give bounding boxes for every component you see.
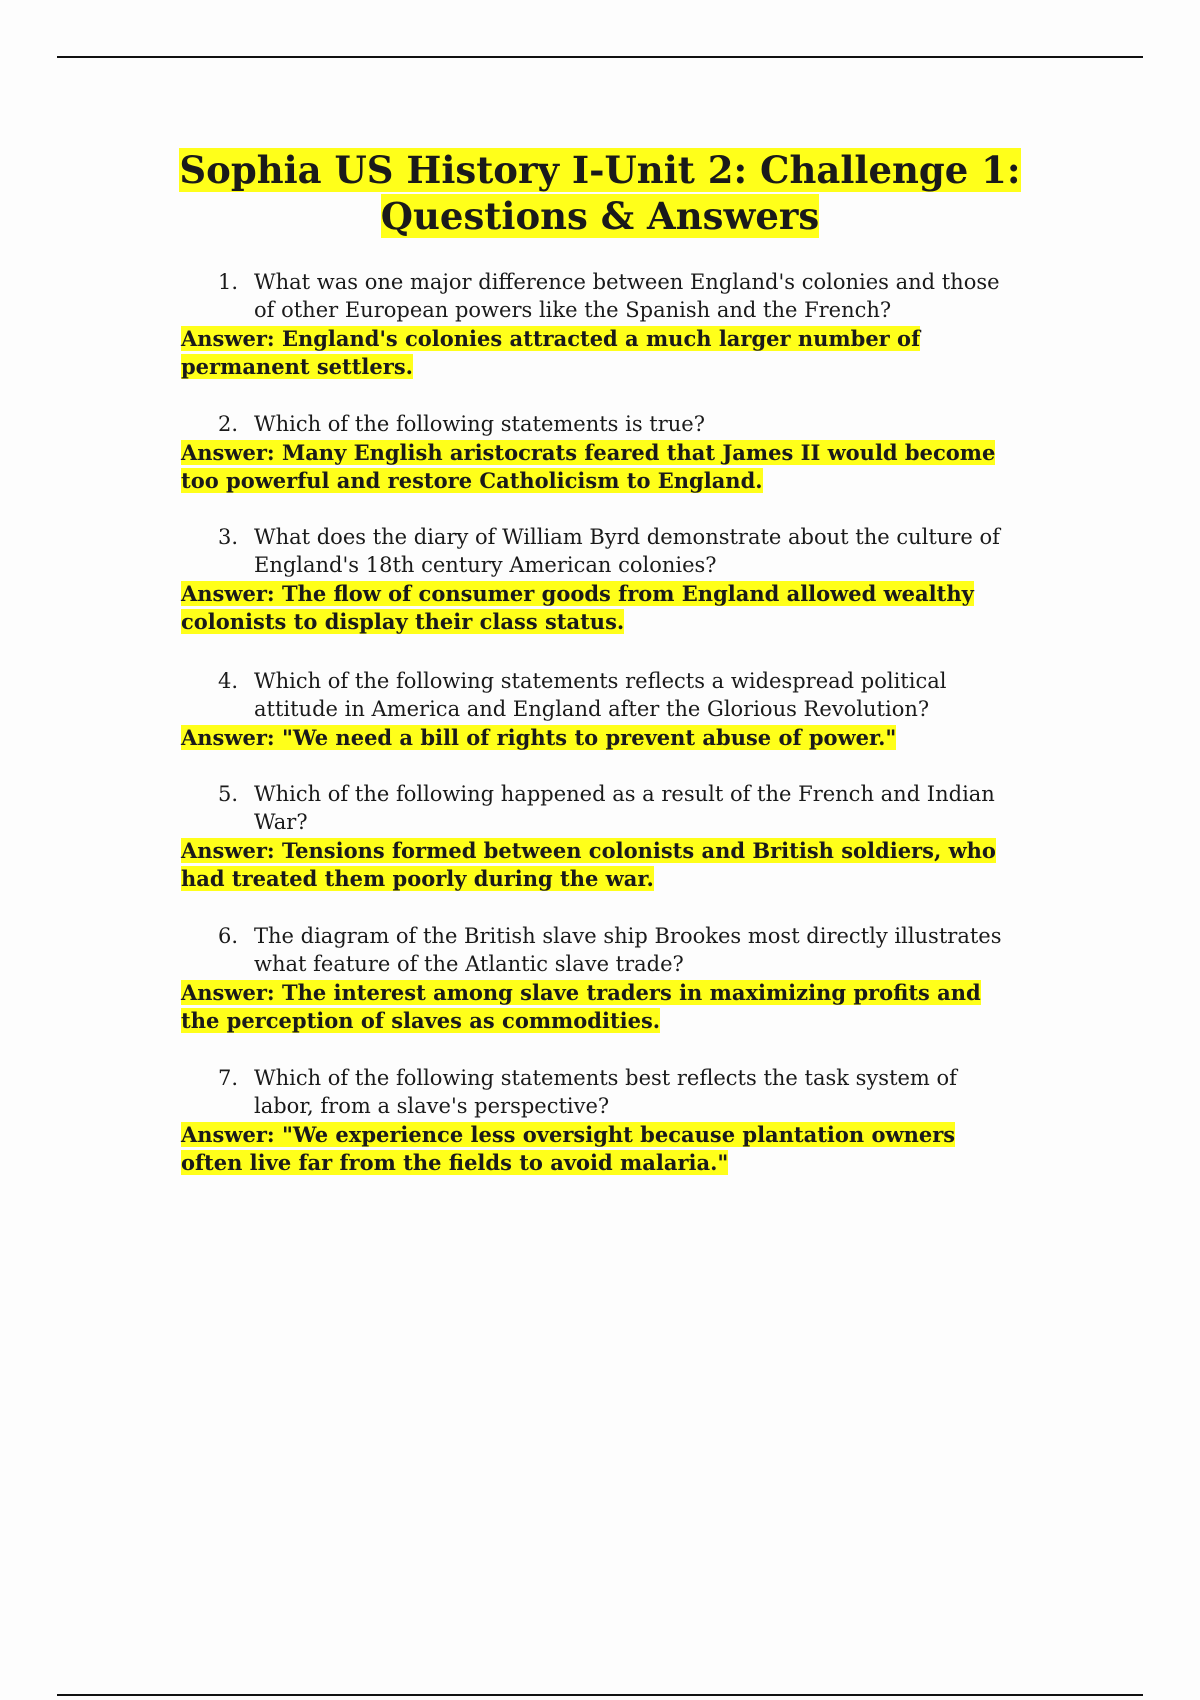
answer-text: Answer: The interest among slave traders in maximizing profits and the perception of slaves as commodities. <box>181 980 981 1033</box>
answer-7 <box>181 1121 1021 1177</box>
question-4 <box>181 667 1021 723</box>
question-7 <box>181 1064 1021 1120</box>
question-number: 3. <box>218 525 239 549</box>
question-5 <box>181 780 1021 836</box>
qa-item-5 <box>181 780 1021 893</box>
qa-item-4 <box>181 667 1021 752</box>
qa-item-2 <box>181 410 1021 495</box>
question-text: Which of the following happened as a result of the French and Indian War? <box>254 782 995 834</box>
question-text: What does the diary of William Byrd demonstrate about the culture of England's 18th century American colonies? <box>254 525 1000 577</box>
document-title <box>0 147 1200 239</box>
qa-item-6 <box>181 922 1021 1035</box>
question-text: The diagram of the British slave ship Brookes most directly illustrates what feature of the Atlantic slave trade? <box>254 924 1002 976</box>
question-number: 1. <box>218 270 239 294</box>
question-3 <box>181 523 1021 579</box>
answer-text: Answer: "We experience less oversight because plantation owners often live far from the fields to avoid malaria." <box>181 1122 956 1175</box>
question-text: Which of the following statements reflects a widespread political attitude in America and England after the Glorious Revolution? <box>254 669 947 721</box>
footer-rule <box>57 1694 1143 1696</box>
qa-item-1 <box>181 268 1021 381</box>
answer-text: Answer: Many English aristocrats feared that James II would become too powerful and restore Catholicism to England. <box>181 440 996 493</box>
title-line-2: Questions & Answers <box>380 194 820 238</box>
answer-text: Answer: England's colonies attracted a much larger number of permanent settlers. <box>181 326 921 379</box>
question-number: 6. <box>218 924 239 948</box>
answer-4 <box>181 724 1021 752</box>
answer-2 <box>181 439 1021 495</box>
question-6 <box>181 922 1021 978</box>
answer-text: Answer: The flow of consumer goods from England allowed wealthy colonists to display their class status. <box>181 581 974 634</box>
question-text: Which of the following statements best reflects the task system of labor, from a slave's perspective? <box>254 1066 957 1118</box>
answer-text: Answer: "We need a bill of rights to prevent abuse of power." <box>181 725 897 750</box>
qa-item-3 <box>181 523 1021 636</box>
title-line-1: Sophia US History I-Unit 2: Challenge 1: <box>179 148 1021 192</box>
answer-5 <box>181 837 1021 893</box>
question-number: 2. <box>218 412 239 436</box>
answer-6 <box>181 979 1021 1035</box>
question-text: Which of the following statements is true? <box>254 412 705 436</box>
qa-item-7 <box>181 1064 1021 1177</box>
answer-1 <box>181 325 1021 381</box>
question-text: What was one major difference between England's colonies and those of other European powers like the Spanish and the French? <box>254 270 1000 322</box>
question-number: 7. <box>218 1066 239 1090</box>
answer-text: Answer: Tensions formed between colonists and British soldiers, who had treated them poorly during the war. <box>181 838 996 891</box>
header-rule <box>57 56 1143 58</box>
question-number: 4. <box>218 669 239 693</box>
question-2 <box>181 410 1021 438</box>
question-1 <box>181 268 1021 324</box>
answer-3 <box>181 580 1021 636</box>
question-number: 5. <box>218 782 239 806</box>
